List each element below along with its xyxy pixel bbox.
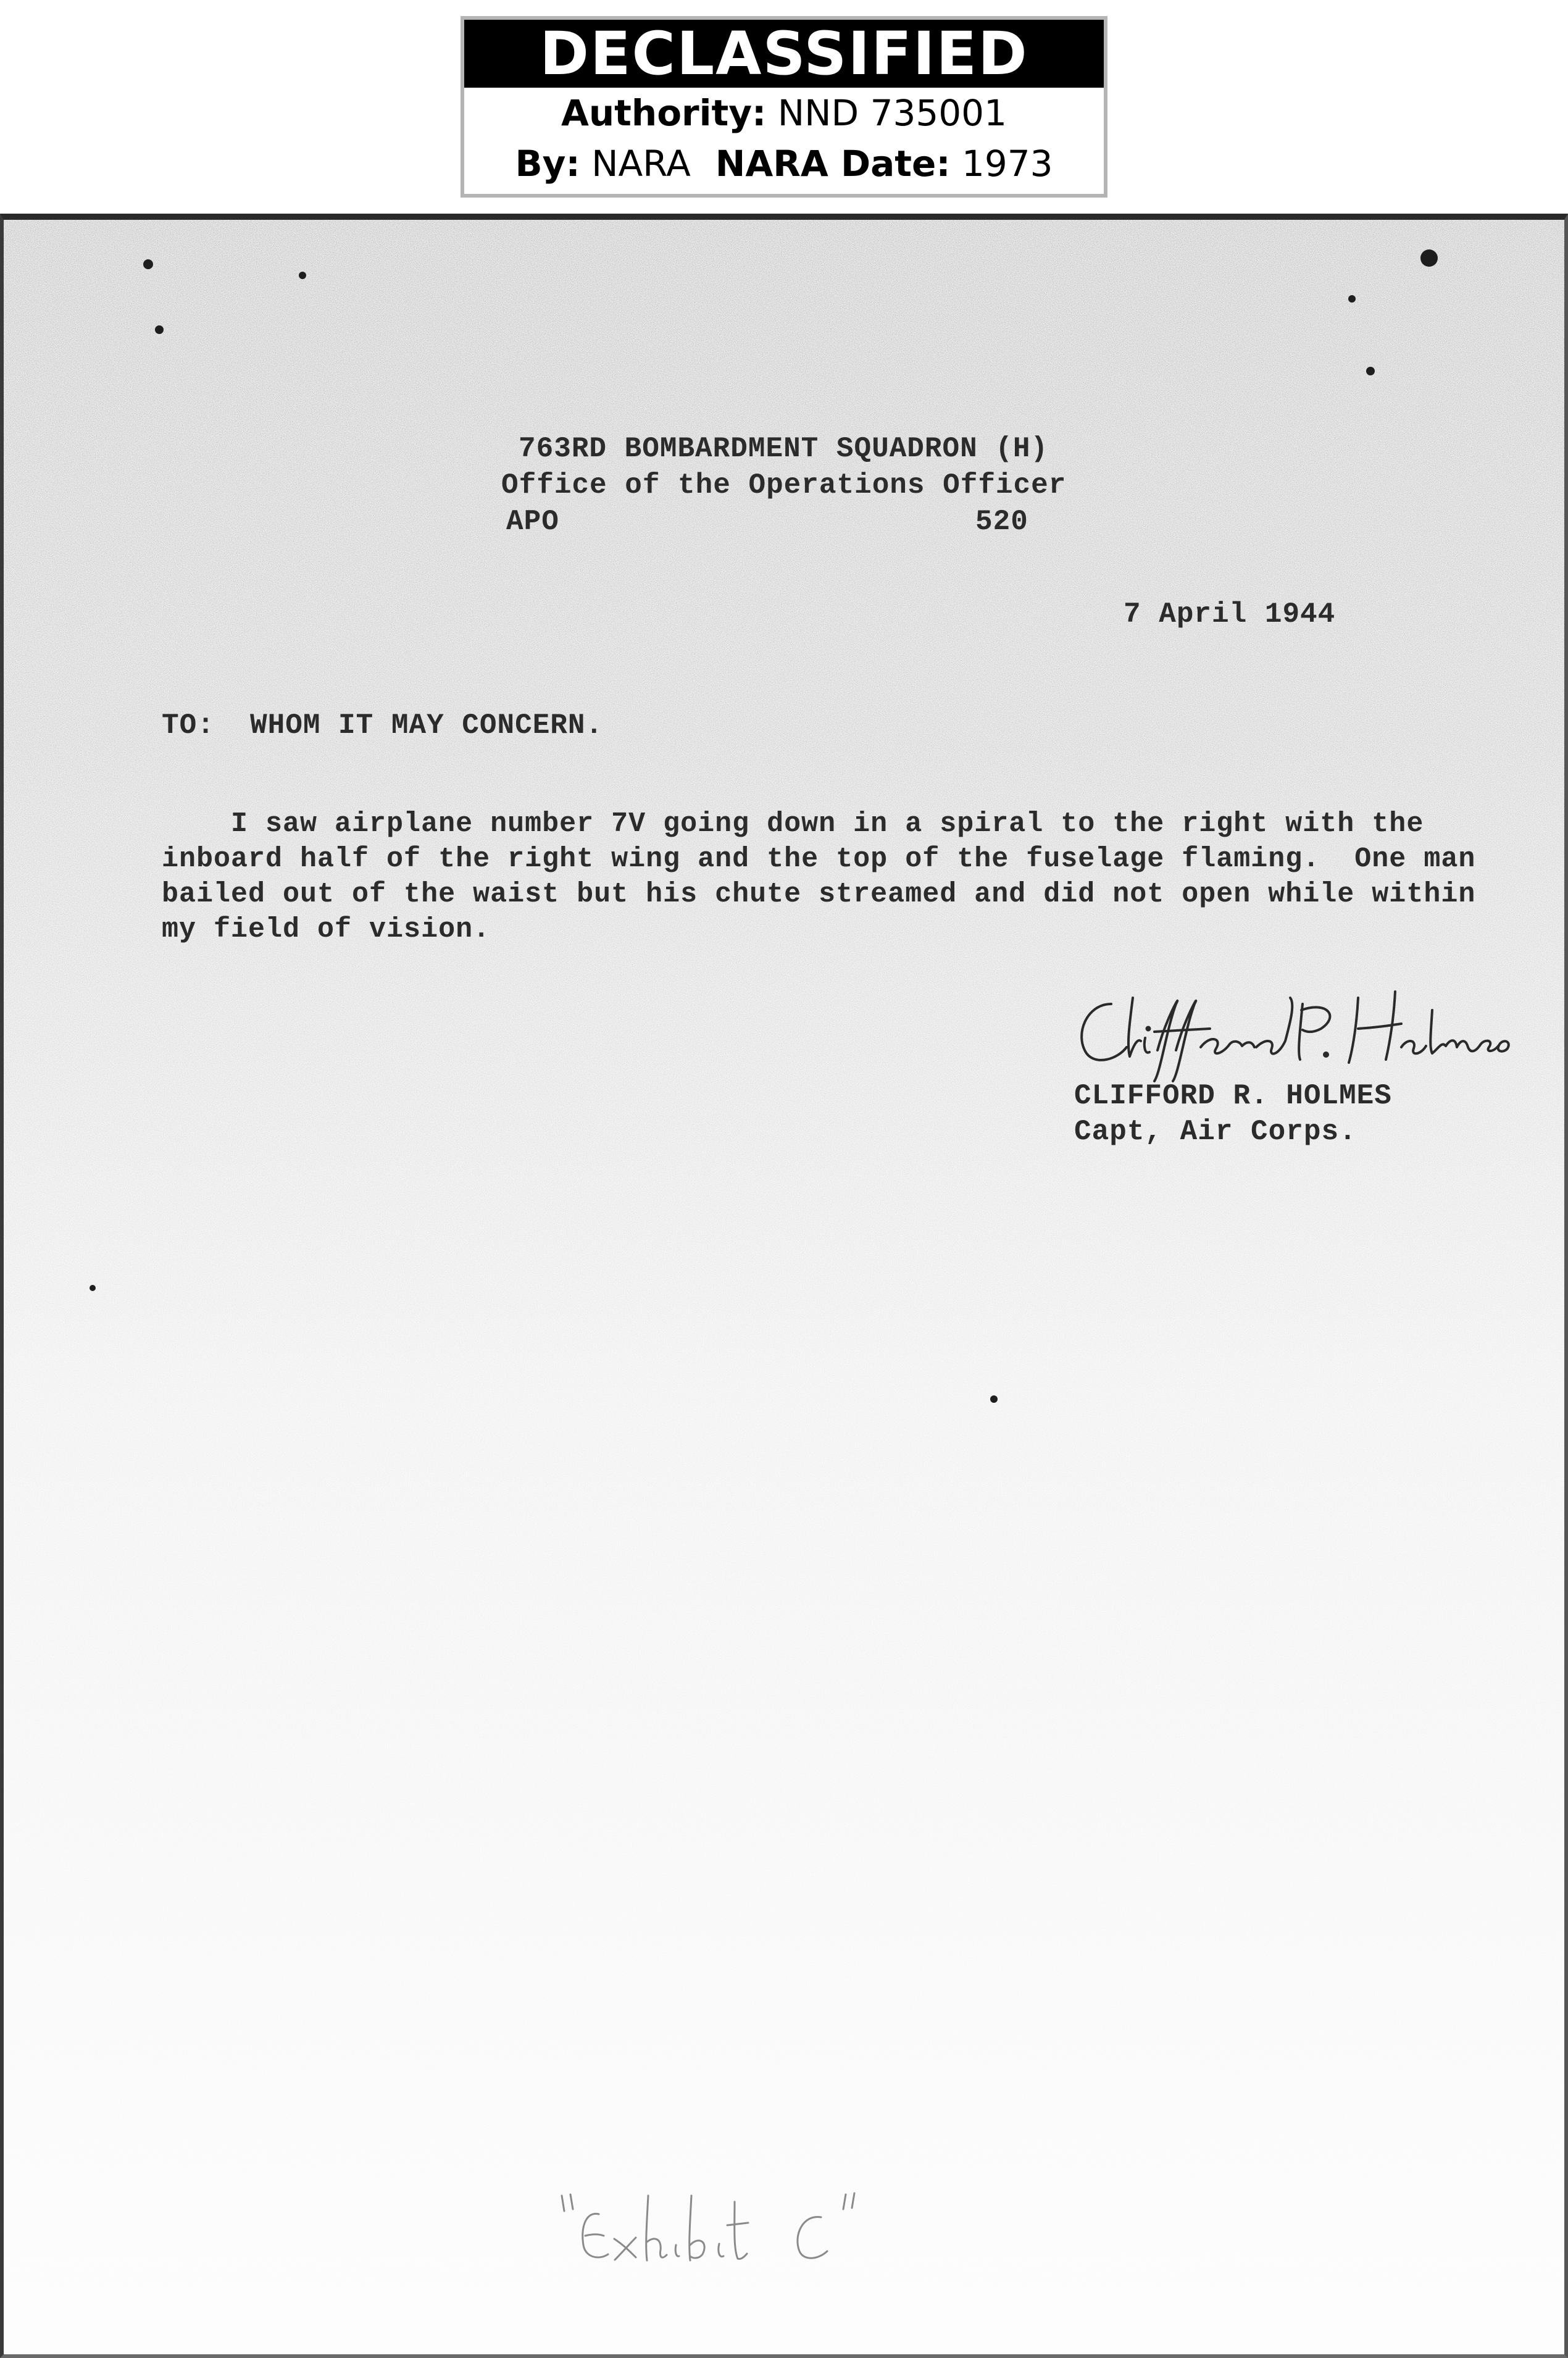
letter-body-line-2: inboard half of the right wing and the top of the fuselage flaming. One man (162, 843, 1476, 875)
stamp-authority-label: Authority: (561, 92, 767, 134)
letterhead-unit: 763RD BOMBARDMENT SQUADRON (H) (519, 433, 1049, 465)
stamp-date-value: 1973 (961, 143, 1053, 185)
page-edge (0, 214, 1568, 2358)
stamp-title: DECLASSIFIED (464, 20, 1104, 88)
letter-date: 7 April 1944 (1124, 598, 1336, 630)
letterhead-office: Office of the Operations Officer (501, 469, 1067, 501)
letterhead-apo-number: 520 (975, 506, 1028, 538)
signatory-rank: Capt, Air Corps. (1074, 1116, 1357, 1148)
typed-signatory-name: CLIFFORD R. HOLMES (1074, 1080, 1392, 1112)
letter-addressee: TO: WHOM IT MAY CONCERN. (162, 709, 604, 742)
letter-body-line-4: my field of vision. (162, 914, 491, 945)
letterhead-apo-label: APO (506, 506, 559, 538)
stamp-authority-value: NND 735001 (777, 92, 1007, 134)
exhibit-annotation (556, 2177, 914, 2276)
stamp-authority-line (464, 88, 1104, 138)
letter-body-line-1: I saw airplane number 7V going down in a spiral to the right with the (162, 808, 1424, 840)
stamp-by-label: By: (515, 143, 580, 185)
handwritten-signature (1068, 979, 1519, 1084)
declassification-stamp (461, 16, 1107, 198)
letter-body-line-3: bailed out of the waist but his chute streamed and did not open while within (162, 879, 1476, 910)
stamp-date-label: NARA Date: (715, 143, 951, 185)
stamp-by-value: NARA (591, 143, 691, 185)
scanned-document-page (0, 214, 1568, 2358)
stamp-by-line (464, 138, 1104, 189)
